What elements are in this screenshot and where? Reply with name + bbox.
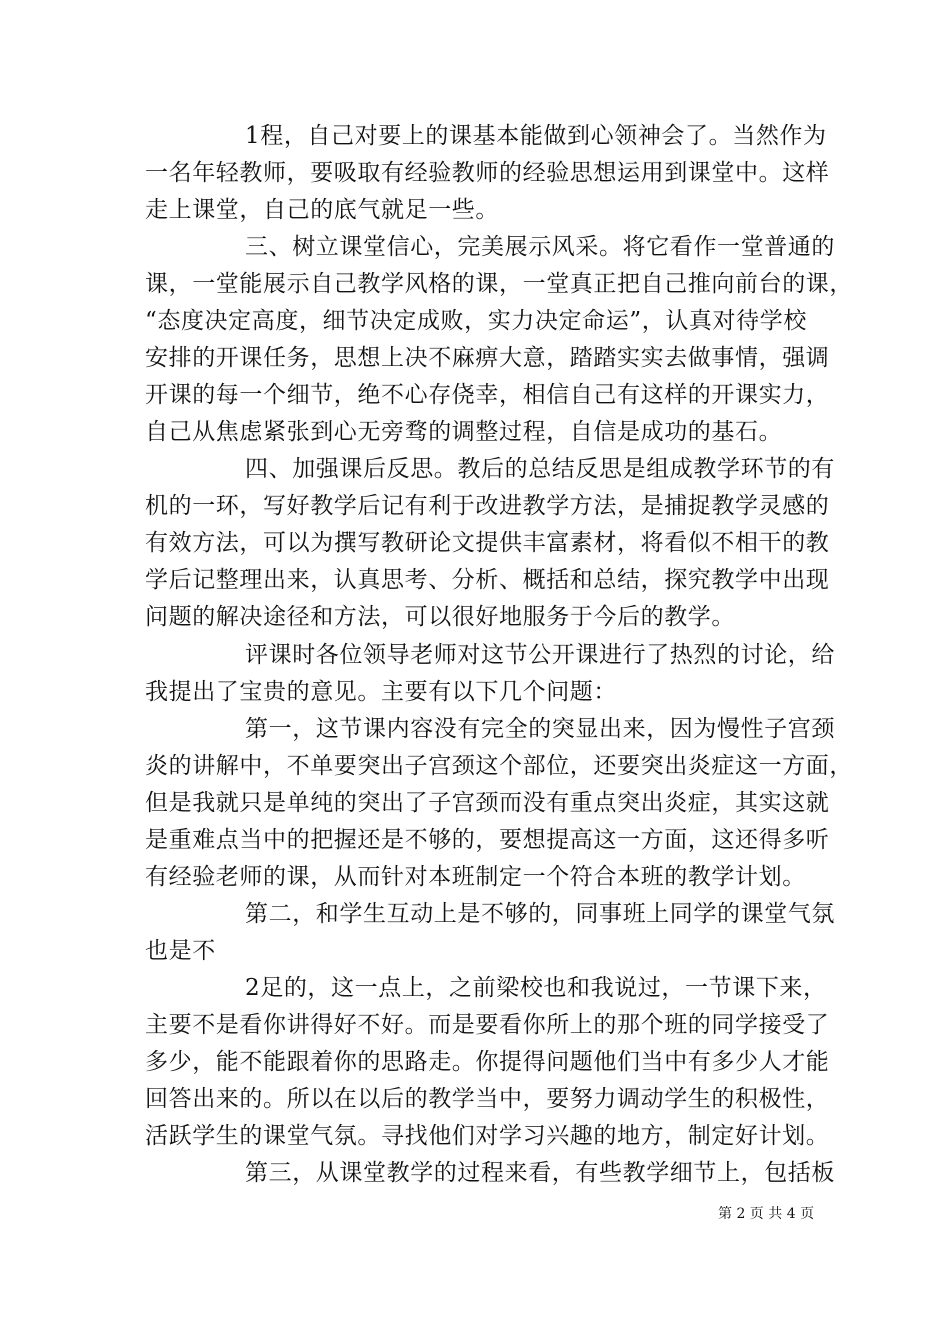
text-line: 是重难点当中的把握还是不够的，要想提高这一方面，这还得多听 <box>145 827 830 853</box>
text-line: 活跃学生的课堂气氛。寻找他们对学习兴趣的地方，制定好计划。 <box>145 1123 830 1149</box>
text-line: 安排的开课任务，思想上决不麻痹大意，踏踏实实去做事情，强调 <box>145 345 830 371</box>
text-line: 三、树立课堂信心，完美展示风采。将它看作一堂普通的 <box>245 234 835 260</box>
text-line: “态度决定高度，细节决定成败，实力决定命运”，认真对待学校 <box>145 308 807 334</box>
text-line: 学后记整理出来，认真思考、分析、概括和总结，探究教学中出现 <box>145 567 830 593</box>
text-line: 也是不 <box>145 938 216 964</box>
text-line: 但是我就只是单纯的突出了子宫颈而没有重点突出炎症，其实这就 <box>145 790 830 816</box>
text-line: 回答出来的。所以在以后的教学当中，要努力调动学生的积极性， <box>145 1086 830 1112</box>
text-line: 课，一堂能展示自己教学风格的课，一堂真正把自己推向前台的课， <box>145 271 853 297</box>
page-number: 第 2 页 共 4 页 <box>718 1206 815 1222</box>
text-line: 第三，从课堂教学的过程来看，有些教学细节上，包括板 <box>245 1160 835 1186</box>
text-line: 自己从焦虑紧张到心无旁骛的调整过程，自信是成功的基石。 <box>145 419 783 445</box>
text-line: 我提出了宝贵的意见。主要有以下几个问题： <box>145 679 617 705</box>
text-line: 走上课堂，自己的底气就足一些。 <box>145 197 499 223</box>
text-line: 第一，这节课内容没有完全的突显出来，因为慢性子宫颈 <box>245 716 835 742</box>
text-line: 机的一环，写好教学后记有利于改进教学方法，是捕捉教学灵感的 <box>145 493 830 519</box>
text-line: 评课时各位领导老师对这节公开课进行了热烈的讨论，给 <box>245 642 835 668</box>
text-line: 问题的解决途径和方法，可以很好地服务于今后的教学。 <box>145 604 735 630</box>
text-line: 主要不是看你讲得好不好。而是要看你所上的那个班的同学接受了 <box>145 1012 830 1038</box>
text-line: 第二，和学生互动上是不够的，同事班上同学的课堂气氛 <box>245 901 835 927</box>
text-line: 有经验老师的课，从而针对本班制定一个符合本班的教学计划。 <box>145 864 806 890</box>
text-line: 炎的讲解中，不单要突出子宫颈这个部位，还要突出炎症这一方面， <box>145 753 853 779</box>
text-line: 一名年轻教师，要吸取有经验教师的经验思想运用到课堂中。这样 <box>145 160 830 186</box>
text-line: 1程，自己对要上的课基本能做到心领神会了。当然作为 <box>245 123 827 149</box>
text-line: 有效方法，可以为撰写教研论文提供丰富素材，将看似不相干的教 <box>145 530 830 556</box>
text-line: 2足的，这一点上，之前梁校也和我说过，一节课下来， <box>245 975 827 1001</box>
text-line: 开课的每一个细节，绝不心存侥幸，相信自己有这样的开课实力， <box>145 382 830 408</box>
text-line: 四、加强课后反思。教后的总结反思是组成教学环节的有 <box>245 456 835 482</box>
text-line: 多少，能不能跟着你的思路走。你提得问题他们当中有多少人才能 <box>145 1049 830 1075</box>
